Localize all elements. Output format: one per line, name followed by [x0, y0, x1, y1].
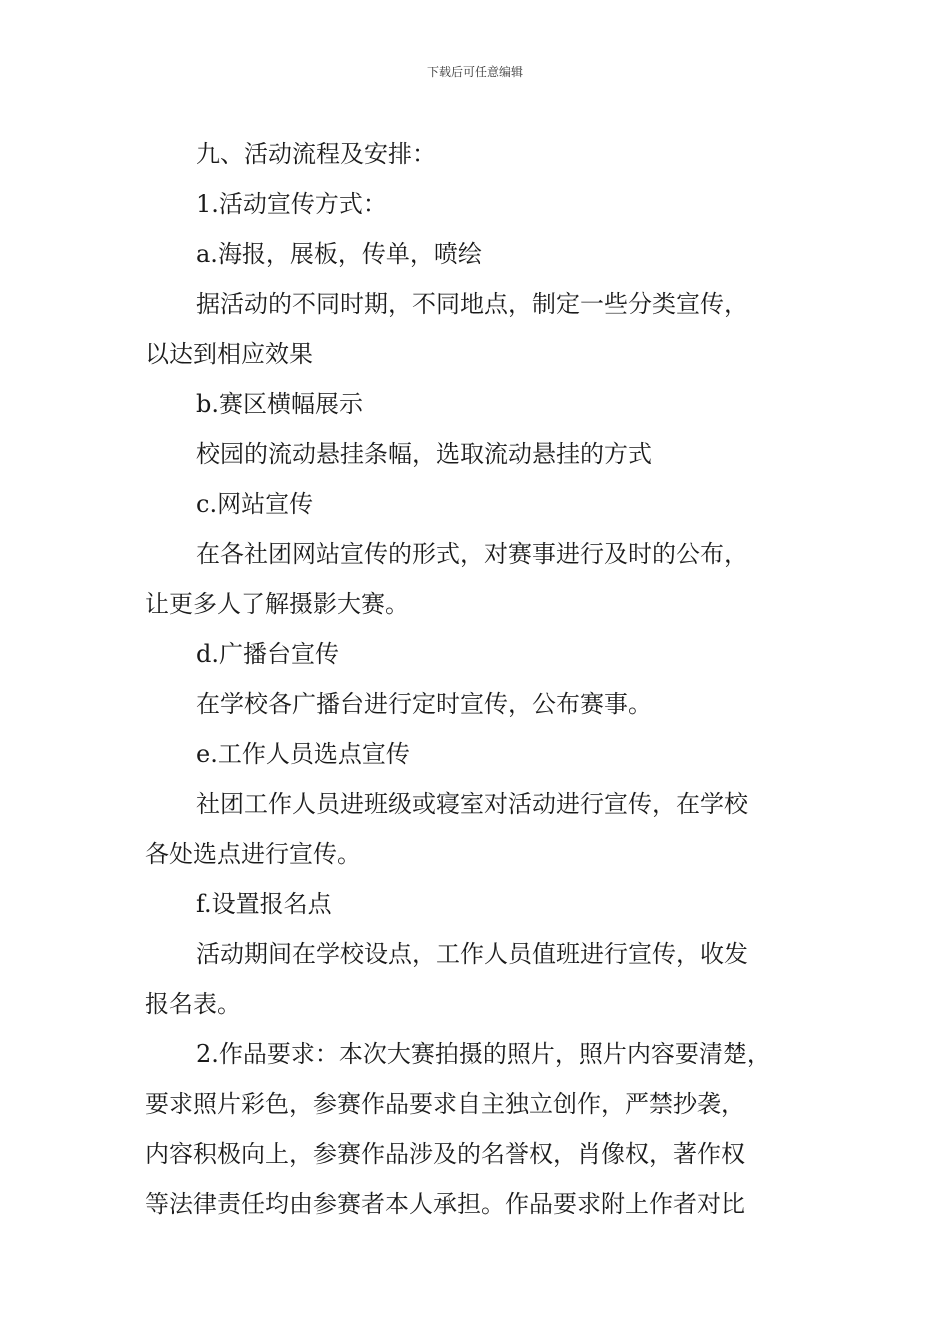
text-line: d.广播台宣传: [196, 640, 339, 668]
text-line: e.工作人员选点宣传: [196, 740, 410, 768]
text-line: 报名表。: [145, 990, 241, 1018]
text-line: 1.活动宣传方式：: [196, 190, 387, 218]
text-line: 各处选点进行宣传。: [145, 840, 361, 868]
text-line: 在学校各广播台进行定时宣传，公布赛事。: [196, 690, 652, 718]
text-line: 2.作品要求：本次大赛拍摄的照片，照片内容要清楚，: [196, 1040, 771, 1068]
text-line: 活动期间在学校设点，工作人员值班进行宣传，收发: [196, 940, 748, 968]
text-line: 让更多人了解摄影大赛。: [145, 590, 409, 618]
text-line: 据活动的不同时期，不同地点，制定一些分类宣传，: [196, 290, 748, 318]
text-line: 在各社团网站宣传的形式，对赛事进行及时的公布，: [196, 540, 748, 568]
text-line: 要求照片彩色，参赛作品要求自主独立创作，严禁抄袭，: [145, 1090, 745, 1118]
page-header-note: 下载后可任意编辑: [426, 65, 523, 79]
text-line: 社团工作人员进班级或寝室对活动进行宣传，在学校: [196, 790, 748, 818]
text-line: 以达到相应效果: [145, 340, 313, 368]
text-line: a.海报，展板，传单，喷绘: [196, 240, 482, 268]
text-line: b.赛区横幅展示: [196, 390, 363, 418]
text-line: 内容积极向上，参赛作品涉及的名誉权，肖像权，著作权: [145, 1140, 745, 1168]
text-line: f.设置报名点: [196, 890, 332, 918]
text-line: 九、活动流程及安排：: [196, 140, 436, 168]
text-line: 等法律责任均由参赛者本人承担。作品要求附上作者对比: [145, 1190, 745, 1218]
document-body: [145, 129, 835, 1229]
text-line: c.网站宣传: [196, 490, 314, 518]
text-line: 校园的流动悬挂条幅，选取流动悬挂的方式: [196, 440, 652, 468]
